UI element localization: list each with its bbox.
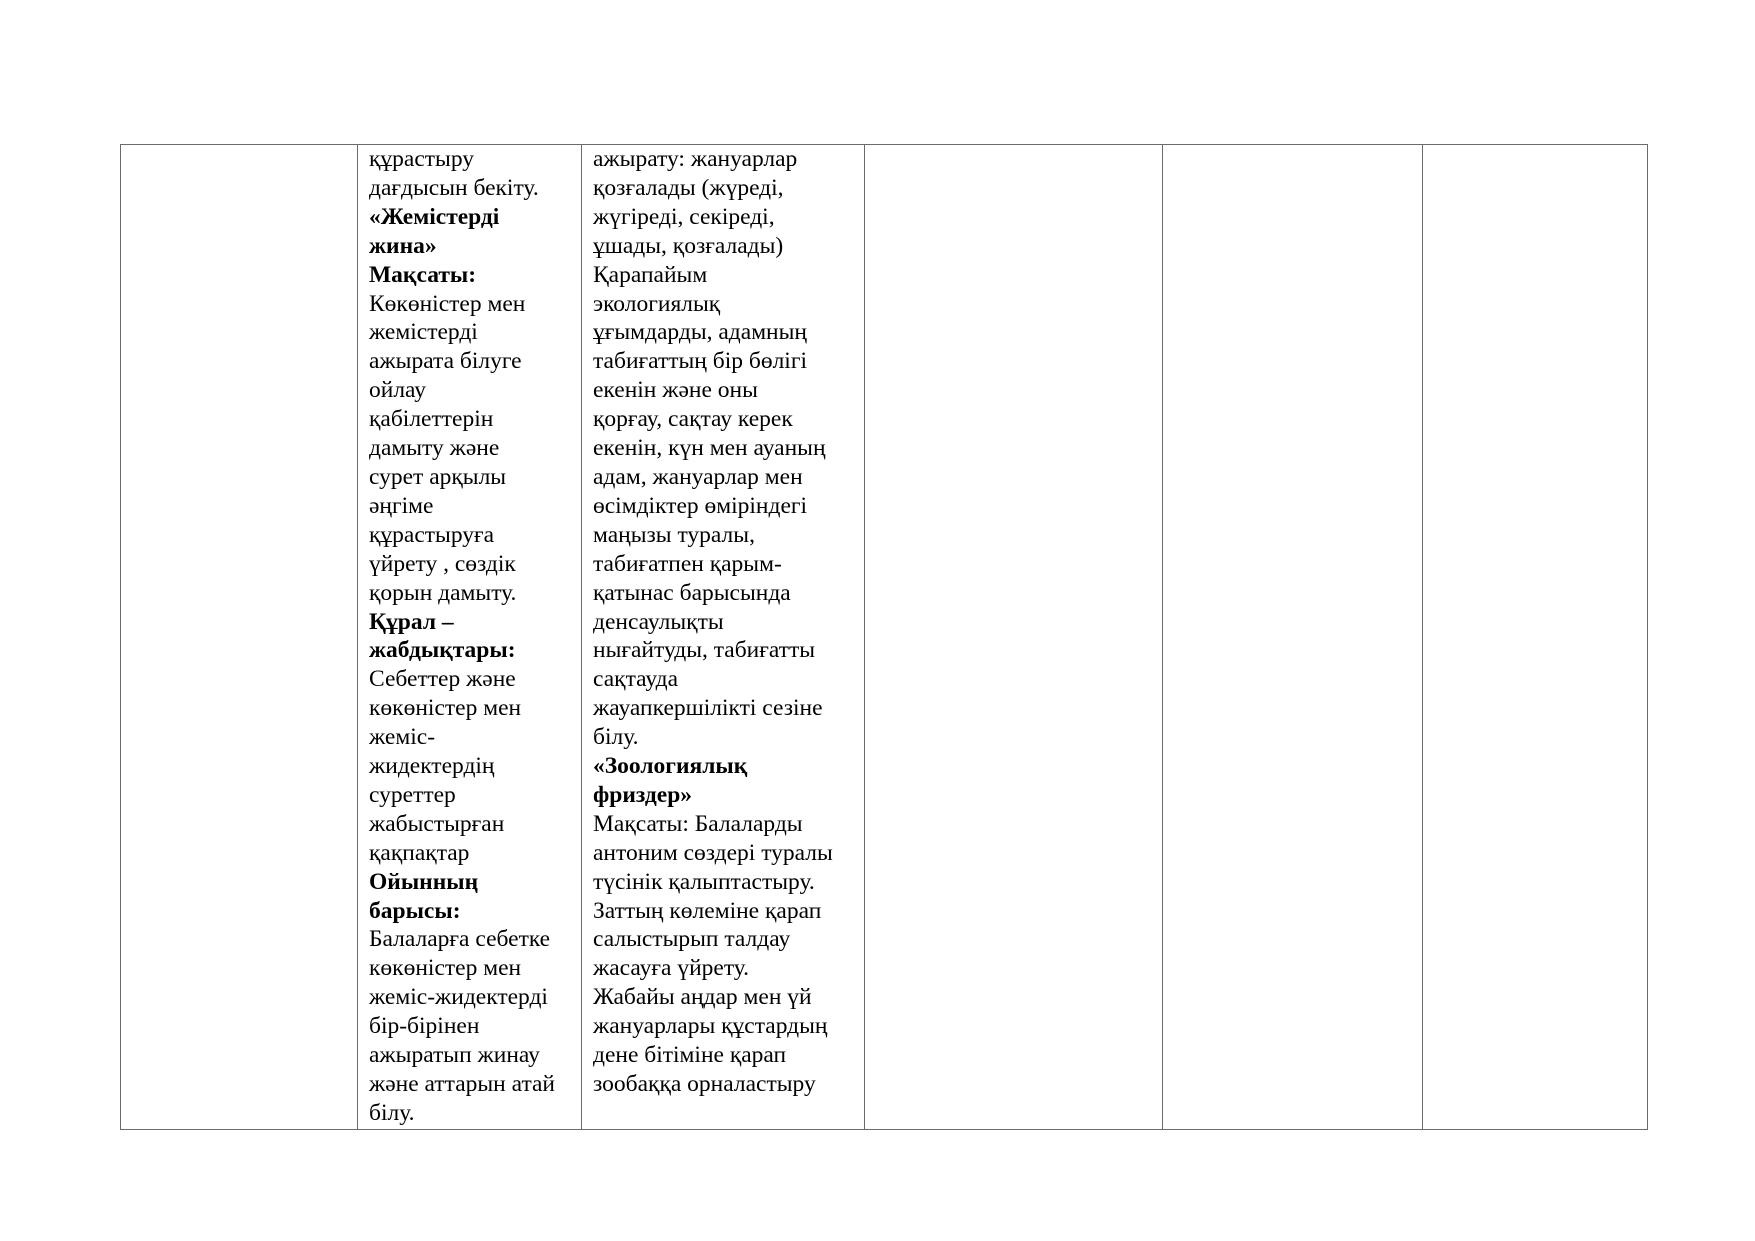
text-line: ұшады, қозғалады) (593, 232, 784, 259)
text-line: дамыту және (369, 435, 500, 462)
text-line: қорын дамыту. (369, 579, 517, 606)
text-line: құрастыруға (369, 521, 495, 548)
text-line: ұғымдарды, адамның (593, 319, 808, 346)
text-line: суреттер (369, 781, 456, 808)
text-line: денсаулықты (593, 608, 724, 635)
table-cell-col2 (358, 145, 582, 1130)
text-line: «Зоологиялық (593, 753, 748, 780)
text-line: екенін және оны (593, 377, 758, 404)
text-line: нығайтуды, табиғатты (593, 637, 816, 664)
text-line: табиғатпен қарым- (593, 550, 782, 577)
table-cell-col1 (121, 145, 358, 1130)
text-line: өсімдіктер өміріндегі (593, 492, 808, 519)
text-line: дене бітіміне қарап (593, 1042, 787, 1069)
text-line: ажыратып жинау (369, 1042, 540, 1069)
text-line: барысы: (369, 897, 461, 924)
text-line: Балаларға себетке (369, 926, 551, 953)
text-line: білу. (593, 724, 639, 751)
text-line: адам, жануарлар мен (593, 463, 803, 490)
text-line: Себеттер және (369, 666, 516, 693)
text-line: сурет арқылы (369, 463, 507, 490)
text-line: түсінік қалыптастыру. (593, 868, 815, 895)
text-line: «Жемістерді (369, 203, 500, 230)
game-description-text (358, 145, 581, 1128)
text-line: ажырата білуге (369, 348, 522, 375)
text-line: жидектердің (369, 753, 495, 780)
text-line: білу. (369, 1099, 415, 1126)
text-line: ажырату: жануарлар (593, 146, 798, 172)
table-cell-col5 (1163, 145, 1423, 1130)
text-line: жабыстырған (369, 810, 505, 837)
text-line: жасауға үйрету. (593, 955, 750, 982)
text-line: әңгіме (369, 492, 434, 519)
text-line: құрастыру (369, 146, 475, 172)
text-line: Заттың көлеміне қарап (593, 897, 822, 924)
text-line: табиғаттың бір бөлігі (593, 348, 808, 375)
text-line: салыстырып талдау (593, 926, 791, 953)
table-cell-col3 (582, 145, 865, 1130)
text-line: сақтауда (593, 666, 679, 693)
text-line: жүгіреді, секіреді, (593, 203, 775, 230)
text-line: Ойынның (369, 868, 479, 895)
text-line: қатынас барысында (593, 579, 791, 606)
text-line: және аттарын атай (369, 1071, 556, 1097)
text-line: үйрету , сөздік (369, 550, 516, 577)
text-line: Мақсаты: (369, 261, 477, 288)
text-line: жауапкершілікті сезіне (593, 695, 823, 722)
text-line: зообаққа орналастыру (593, 1071, 816, 1097)
text-line: фриздер» (593, 781, 693, 808)
ecology-description-text (582, 145, 864, 1099)
text-line: көкөністер мен (369, 695, 522, 722)
text-line: жабдықтары: (369, 637, 516, 664)
text-line: қабілеттерін (369, 406, 494, 433)
text-line: жеміс-жидектерді (369, 984, 548, 1011)
text-line: экологиялық (593, 290, 721, 317)
text-line: Көкөністер мен (369, 290, 526, 317)
text-line: дағдысын бекіту. (369, 174, 539, 201)
text-line: қақпақтар (369, 839, 470, 866)
text-line: бір-бірінен (369, 1013, 480, 1040)
text-line: жина» (369, 232, 437, 259)
text-line: жануарлары құстардың (593, 1013, 828, 1040)
text-line: қозғалады (жүреді, (593, 174, 784, 201)
text-line: Қарапайым (593, 261, 708, 288)
text-line: антоним сөздері туралы (593, 839, 833, 866)
text-line: жеміс- (369, 724, 436, 751)
table-cell-col4 (865, 145, 1163, 1130)
text-line: Жабайы аңдар мен үй (593, 984, 812, 1011)
text-line: Құрал – (369, 608, 454, 635)
text-line: Мақсаты: Балаларды (593, 810, 803, 837)
text-line: екенін, күн мен ауаның (593, 435, 826, 462)
text-line: маңызы туралы, (593, 521, 755, 548)
text-line: көкөністер мен (369, 955, 522, 982)
schedule-table (120, 144, 1648, 1130)
text-line: жемістерді (369, 319, 478, 346)
table-row (121, 145, 1648, 1130)
text-line: ойлау (369, 377, 427, 404)
table-cell-col6 (1423, 145, 1648, 1130)
text-line: қорғау, сақтау керек (593, 406, 793, 433)
